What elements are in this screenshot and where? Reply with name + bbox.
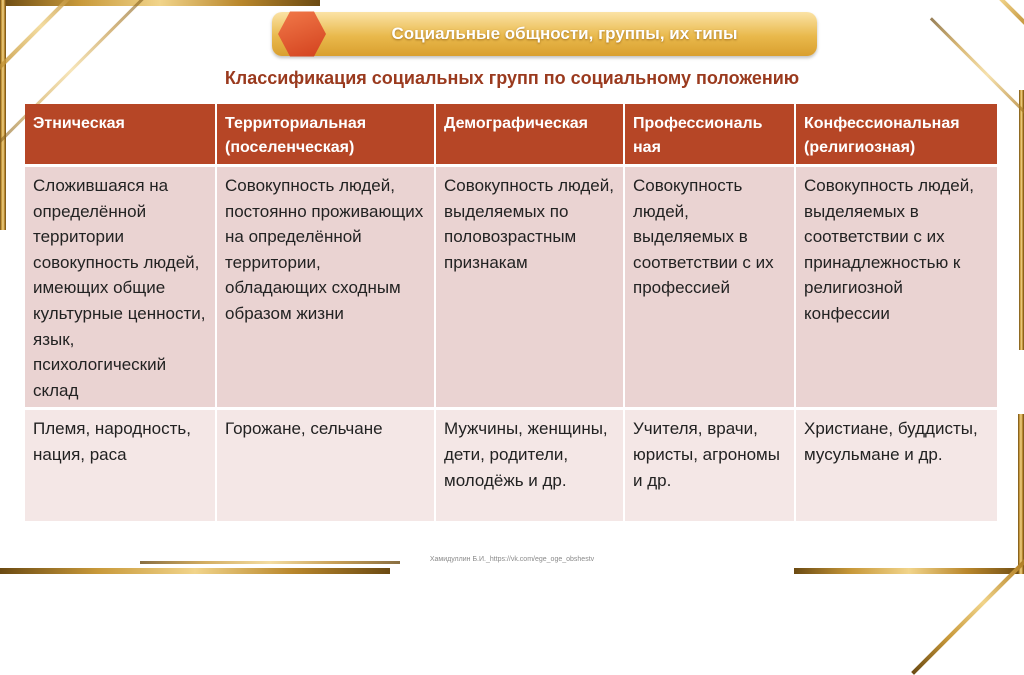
decorative-gold-stripe: [0, 568, 390, 574]
table-row-definitions: [25, 166, 997, 409]
title-banner: [272, 12, 817, 56]
table-row-examples: [25, 409, 997, 521]
decorative-gold-stripe: [1018, 414, 1024, 574]
footer-credit: Хамидуллин Б.И._https://vk.com/ege_oge_obshestv: [429, 556, 595, 563]
decorative-gold-stripe: [794, 568, 1024, 574]
cell-examples-professional: Учителя, врачи, юристы, агрономы и др.: [624, 409, 795, 521]
cell-definition-demographic: Совокупность людей, выделяемых по половозрастным признакам: [435, 166, 624, 409]
column-header-professional: Профессиональ ная: [624, 104, 795, 166]
cell-examples-ethnic: Племя, народность, нация, раса: [25, 409, 216, 521]
decorative-gold-stripe: [0, 0, 320, 6]
table-caption: Классификация социальных групп по социальному положению: [224, 68, 800, 88]
column-header-demographic: Демографическая: [435, 104, 624, 166]
cell-definition-ethnic: Сложившаяся на определённой территории совокупность людей, имеющих общие культурные ценности, язык, психологический склад: [25, 166, 216, 409]
hexagon-icon: [278, 10, 326, 58]
classification-table: [25, 104, 997, 521]
cell-examples-territorial: Горожане, сельчане: [216, 409, 435, 521]
cell-definition-professional: Совокупность людей, выделяемых в соответствии с их профессией: [624, 166, 795, 409]
cell-definition-territorial: Совокупность людей, постоянно проживающих на определённой территории, обладающих сходным образом жизни: [216, 166, 435, 409]
decorative-gold-stripe: [935, 0, 1024, 63]
decorative-gold-stripe: [911, 531, 1024, 675]
column-header-confessional: Конфессиональная (религиозная): [795, 104, 997, 166]
column-header-ethnic: Этническая: [25, 104, 216, 166]
cell-examples-demographic: Мужчины, женщины, дети, родители, молодёжь и др.: [435, 409, 624, 521]
cell-definition-confessional: Совокупность людей, выделяемых в соответствии с их принадлежностью к религиозной конфессии: [795, 166, 997, 409]
decorative-gold-stripe: [0, 0, 6, 230]
slide-title: Социальные общности, группы, их типы: [391, 24, 738, 43]
cell-examples-confessional: Христиане, буддисты, мусульмане и др.: [795, 409, 997, 521]
table-header-row: [25, 104, 997, 166]
decorative-gold-stripe: [1019, 90, 1024, 350]
column-header-territorial: Территориальная (поселенческая): [216, 104, 435, 166]
